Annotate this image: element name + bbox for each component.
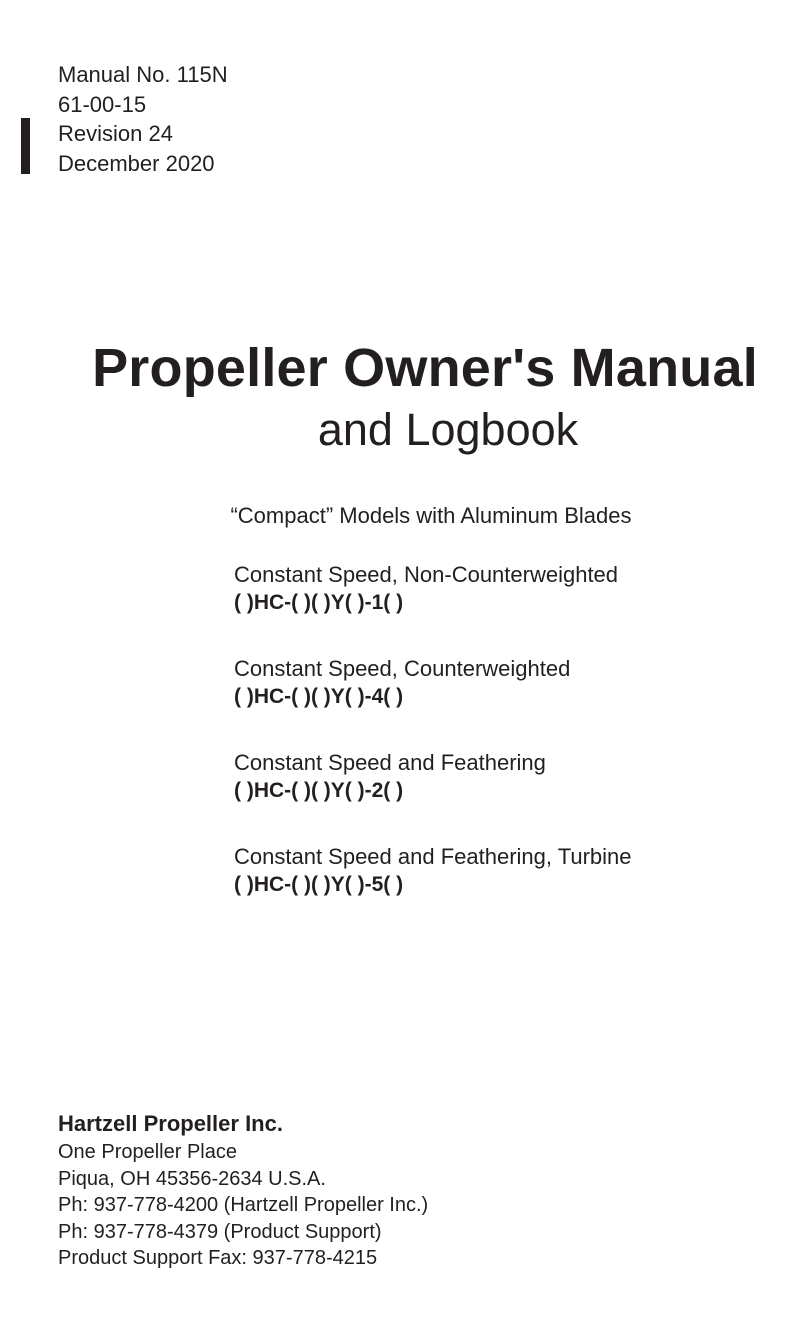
- model-name: Constant Speed, Non-Counterweighted: [234, 562, 619, 587]
- company-address: [58, 1109, 428, 1272]
- model-group: [234, 749, 632, 805]
- model-name: Constant Speed, Counterweighted: [234, 656, 571, 681]
- revision-date: December 2020: [58, 150, 215, 176]
- manual-number: Manual No. 115N: [58, 62, 228, 87]
- street-address: One Propeller Place: [58, 1141, 237, 1163]
- model-group: [234, 561, 632, 617]
- phone-main: Ph: 937-778-4200 (Hartzell Propeller Inc.): [58, 1194, 429, 1216]
- phone-support: Ph: 937-778-4379 (Product Support): [58, 1220, 382, 1243]
- model-list: [234, 561, 632, 937]
- models-heading: “Compact” Models with Aluminum Blades: [230, 503, 632, 528]
- chapter-number: 61-00-15: [58, 91, 147, 117]
- revision-number: Revision 24: [58, 121, 173, 146]
- model-group: [234, 655, 632, 711]
- model-code: ( )HC-( )( )Y( )-5( ): [234, 873, 404, 896]
- document-title: Propeller Owner's Manual: [92, 338, 758, 398]
- city-state-zip: Piqua, OH 45356-2634 U.S.A.: [58, 1167, 326, 1190]
- revision-change-bar: [21, 118, 30, 174]
- support-fax: Product Support Fax: 937-778-4215: [58, 1247, 378, 1269]
- model-name: Constant Speed and Feathering: [234, 750, 546, 775]
- manual-header: [58, 60, 228, 178]
- model-code: ( )HC-( )( )Y( )-2( ): [234, 779, 404, 802]
- document-subtitle: and Logbook: [317, 404, 579, 455]
- model-code: ( )HC-( )( )Y( )-4( ): [234, 685, 404, 708]
- company-name: Hartzell Propeller Inc.: [58, 1111, 283, 1136]
- model-code: ( )HC-( )( )Y( )-1( ): [234, 591, 404, 614]
- model-group: [234, 843, 632, 899]
- model-name: Constant Speed and Feathering, Turbine: [234, 844, 632, 869]
